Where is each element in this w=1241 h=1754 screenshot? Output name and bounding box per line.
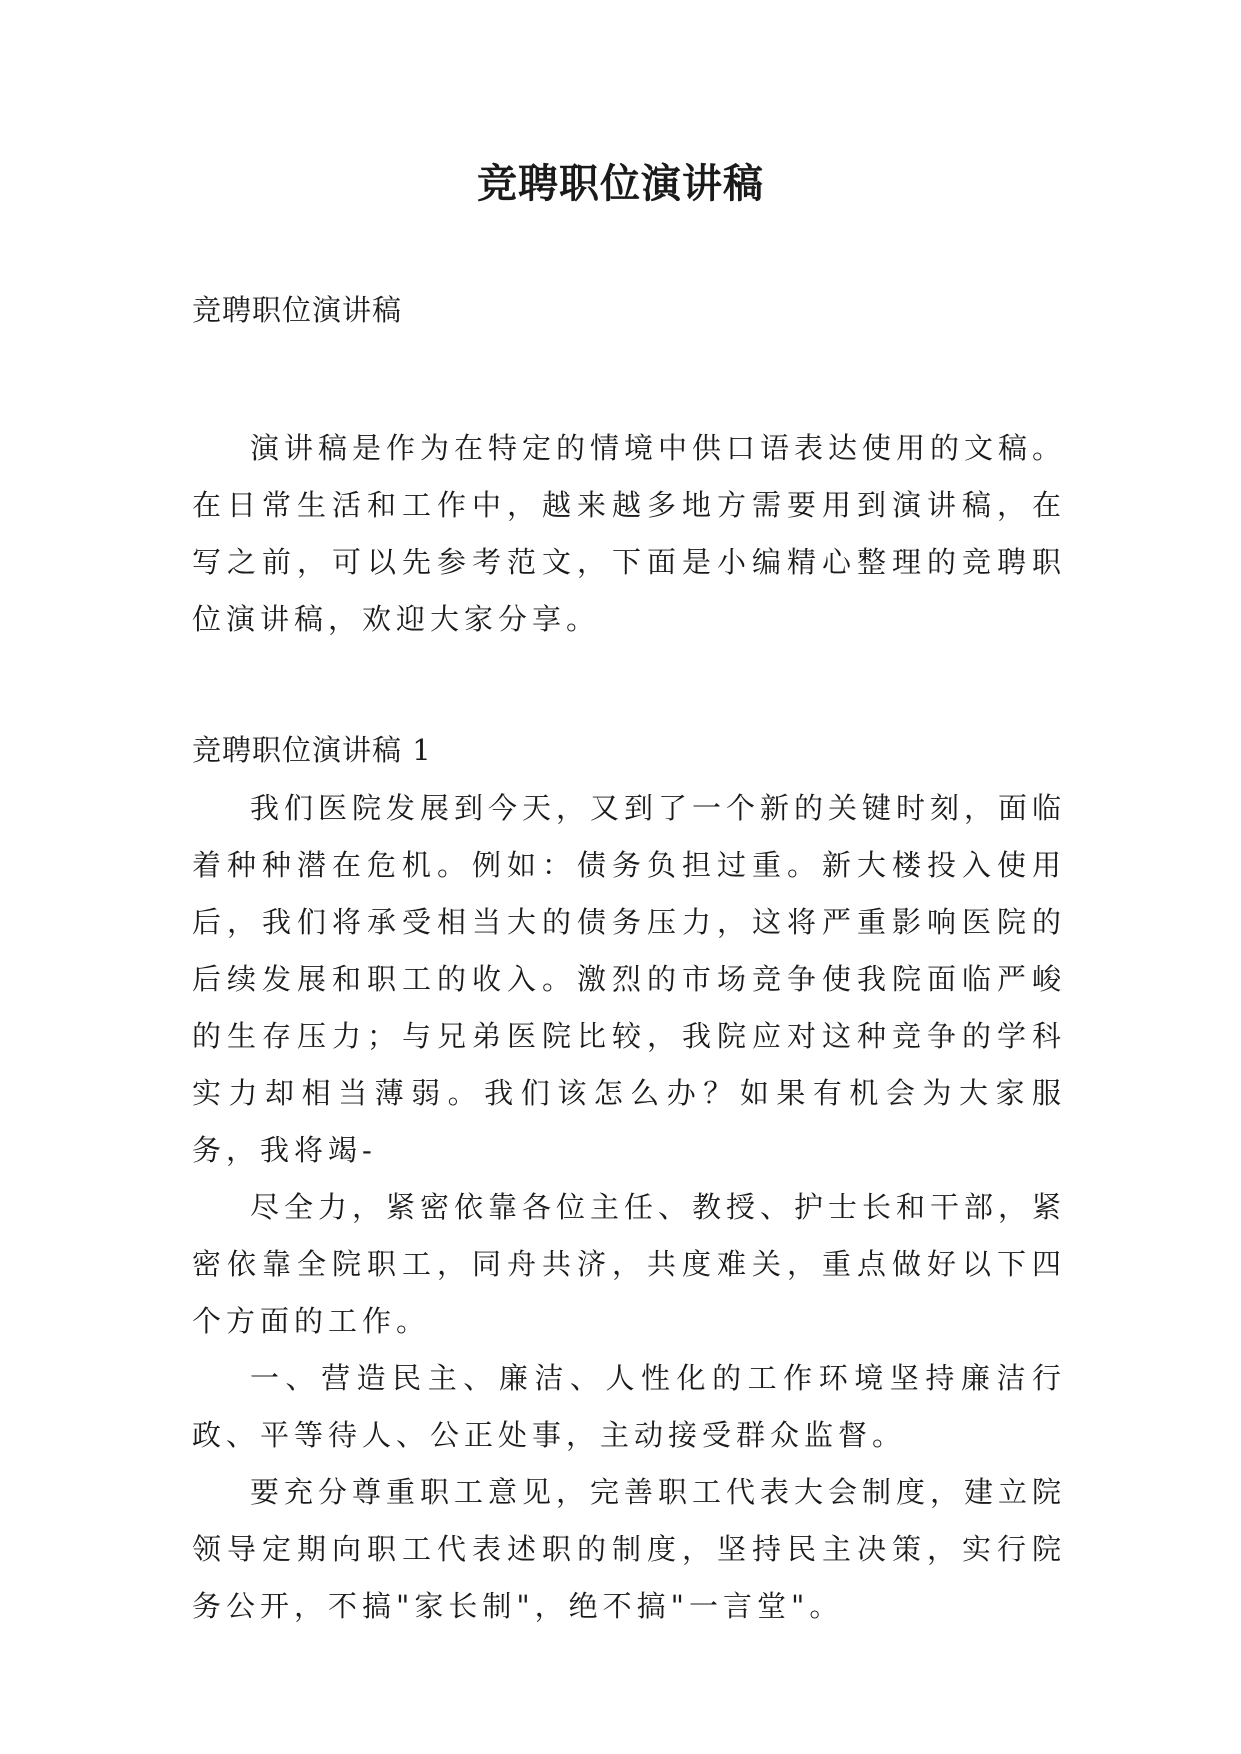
document-title: 竞聘职位演讲稿	[477, 160, 764, 207]
section-heading: 竞聘职位演讲稿 1	[192, 733, 432, 767]
body-paragraph: 我们医院发展到今天，又到了一个新的关键时刻，面临着种种潜在危机。例如：债务负担过重。新大楼投入使用后，我们将承受相当大的债务压力，这将严重影响医院的后续发展和职工的收入。激烈的市场竞争使我院面临严峻的生存压力；与兄弟医院比较，我院应对这种竞争的学科实力却相当薄弱。我们该怎么办？如果有机会为大家服务，我将竭-	[192, 791, 1067, 1167]
body-paragraph: 要充分尊重职工意见，完善职工代表大会制度，建立院领导定期向职工代表述职的制度，坚持民主决策，实行院务公开，不搞"家长制"，绝不搞"一言堂"。	[192, 1475, 1067, 1623]
intro-paragraph: 演讲稿是作为在特定的情境中供口语表达使用的文稿。在日常生活和工作中，越来越多地方需要用到演讲稿，在写之前，可以先参考范文，下面是小编精心整理的竞聘职位演讲稿，欢迎大家分享。	[192, 431, 1067, 636]
body-paragraph: 一、营造民主、廉洁、人性化的工作环境坚持廉洁行政、平等待人、公正处事，主动接受群众监督。	[192, 1361, 1066, 1452]
document-body	[192, 290, 1066, 1635]
document-subtitle: 竞聘职位演讲稿	[192, 293, 403, 327]
body-paragraph: 尽全力，紧密依靠各位主任、教授、护士长和干部，紧密依靠全院职工，同舟共济，共度难关，重点做好以下四个方面的工作。	[192, 1190, 1067, 1338]
